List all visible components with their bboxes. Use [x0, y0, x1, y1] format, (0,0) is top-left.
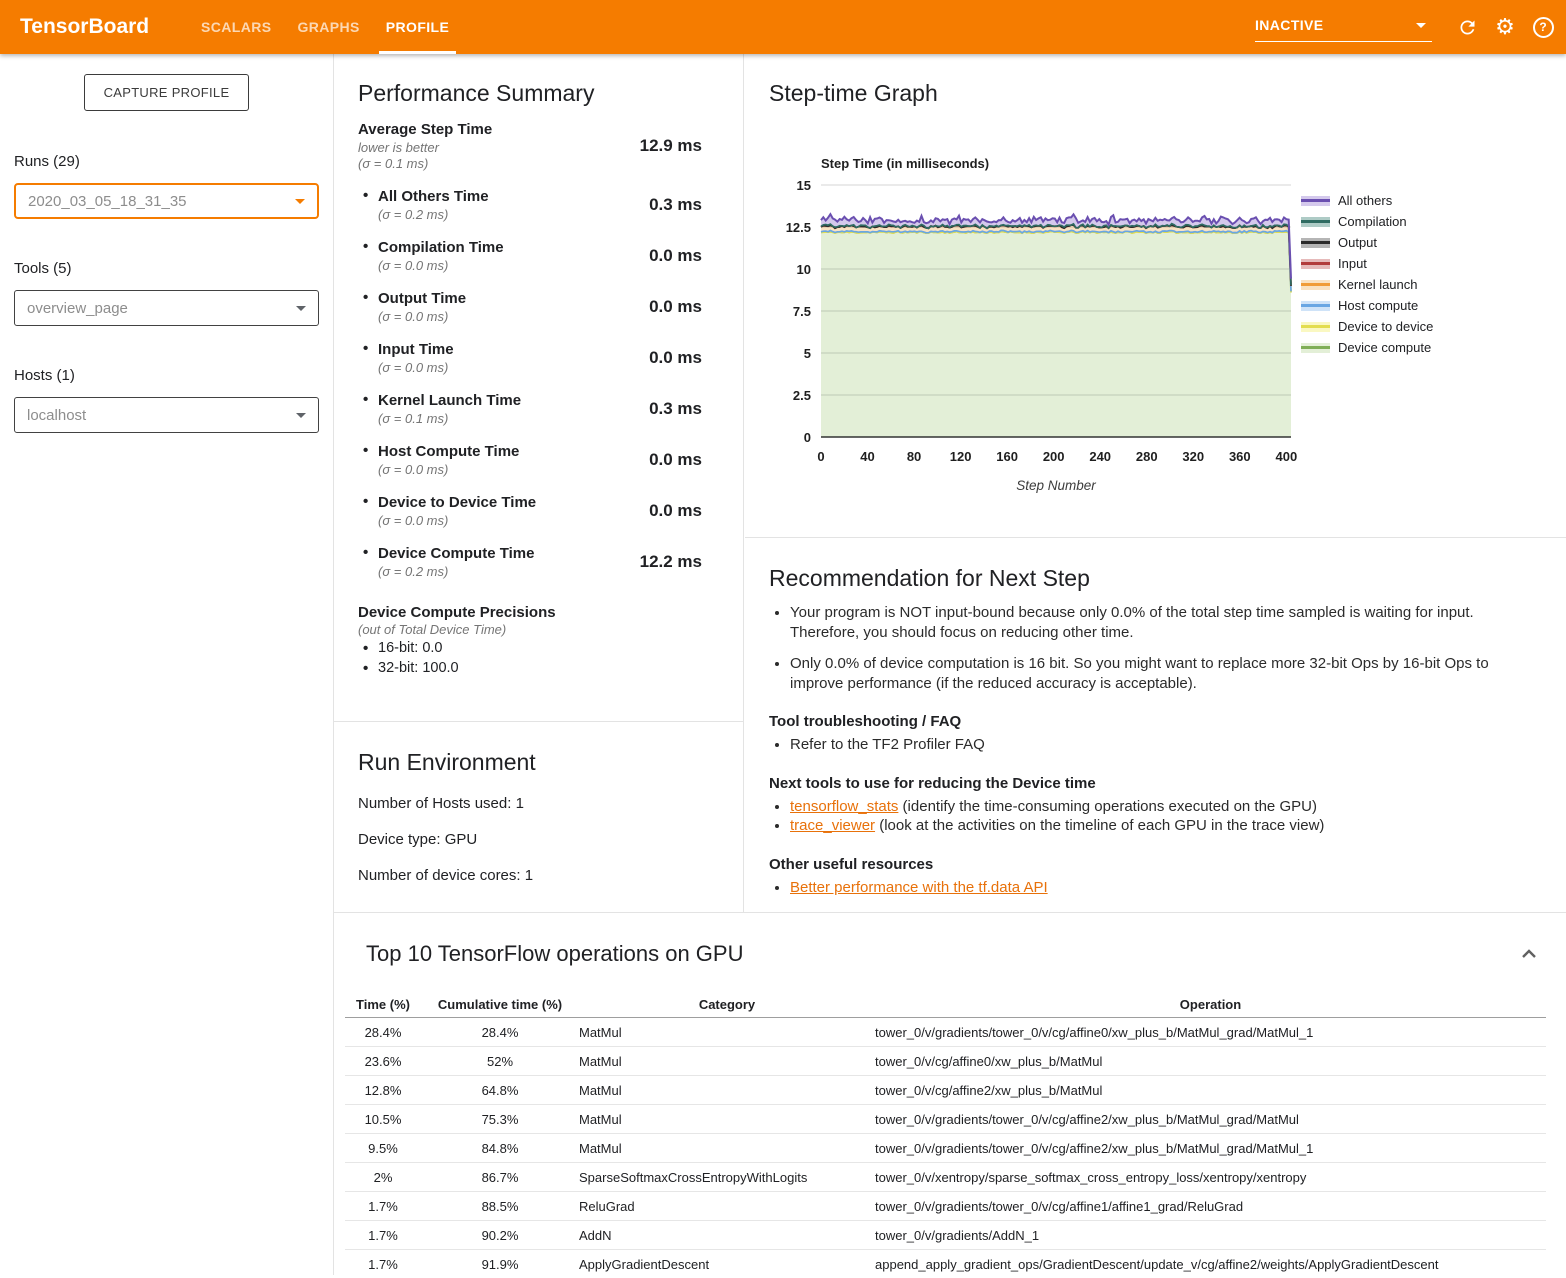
run-env-line: Number of device cores: 1: [358, 866, 743, 885]
subsection-title: Tool troubleshooting / FAQ: [769, 712, 1532, 731]
legend-swatch: [1301, 280, 1330, 290]
svg-text:160: 160: [996, 449, 1018, 464]
svg-text:400: 400: [1275, 449, 1297, 464]
chart-legend: [1301, 190, 1433, 358]
recommendation-title: Recommendation for Next Step: [769, 563, 1532, 593]
legend-label: Kernel launch: [1338, 277, 1418, 292]
runs-select[interactable]: [14, 183, 319, 219]
column-header: Operation: [875, 991, 1546, 1018]
left-column: [334, 54, 744, 912]
table-row: 1.7% 90.2% AddN tower_0/v/gradients/AddN_1: [345, 1221, 1546, 1250]
metric-label: Average Step Time: [358, 120, 492, 139]
subsection-title: Next tools to use for reducing the Device time: [769, 774, 1532, 793]
tab-profile[interactable]: PROFILE: [373, 0, 462, 54]
group-label: Runs (29): [14, 153, 319, 170]
app-title: TensorBoard: [20, 0, 149, 54]
settings-gear-icon[interactable]: ⚙: [1494, 16, 1516, 38]
metric-row: • Device Compute Time (σ = 0.2 ms) 12.2 ms: [358, 544, 743, 579]
run-env-line: Number of Hosts used: 1: [358, 794, 743, 813]
device-compute-precisions: [358, 603, 743, 678]
svg-text:5: 5: [804, 346, 811, 361]
help-icon[interactable]: [1532, 16, 1554, 38]
table-row: 9.5% 84.8% MatMul tower_0/v/gradients/tower_0/v/cg/affine2/xw_plus_b/MatMul_grad/MatMul_1: [345, 1134, 1546, 1163]
legend-item-kernel-launch: [1301, 274, 1433, 295]
run-env-line: Device type: GPU: [358, 830, 743, 849]
nav-tabs: [188, 0, 462, 54]
table-row: 23.6% 52% MatMul tower_0/v/cg/affine0/xw_plus_b/MatMul: [345, 1047, 1546, 1076]
help-question-glyph: ?: [1533, 17, 1554, 38]
svg-text:2.5: 2.5: [793, 388, 811, 403]
recommendation-bullet: • Only 0.0% of device computation is 16 bit. So you might want to replace more 32-bit Ops by 16-bit Ops to improve performance (if the reduced accuracy is acceptable).: [790, 654, 1532, 693]
svg-text:80: 80: [907, 449, 921, 464]
subsection-item: • tensorflow_stats (identify the time-consuming operations executed on the GPU): [790, 797, 1532, 817]
legend-swatch: [1301, 217, 1330, 227]
subsection-item: • trace_viewer (look at the activities on the timeline of each GPU in the trace view): [790, 816, 1532, 836]
legend-label: Input: [1338, 256, 1367, 271]
legend-swatch: [1301, 343, 1330, 353]
legend-item-device-compute: [1301, 337, 1433, 358]
capture-profile-button[interactable]: CAPTURE PROFILE: [84, 74, 249, 111]
metric-sigma: (σ = 0.1 ms): [358, 156, 492, 171]
legend-label: Device to device: [1338, 319, 1433, 334]
metric-note: lower is better: [358, 140, 492, 155]
chevron-down-icon: [296, 306, 306, 311]
legend-label: Device compute: [1338, 340, 1431, 355]
legend-item-all-others: [1301, 190, 1433, 211]
legend-swatch: [1301, 259, 1330, 269]
status-dropdown[interactable]: [1255, 12, 1432, 42]
tab-scalars[interactable]: SCALARS: [188, 0, 284, 54]
right-column: [745, 54, 1566, 897]
chevron-down-icon: [296, 413, 306, 418]
legend-label: All others: [1338, 193, 1392, 208]
svg-text:0: 0: [817, 449, 824, 464]
refresh-icon[interactable]: [1456, 16, 1478, 38]
metric-row: • Compilation Time (σ = 0.0 ms) 0.0 ms: [358, 238, 743, 273]
subsection-item: [790, 878, 1532, 898]
app-bar-controls: [1255, 0, 1554, 54]
performance-summary-title: Performance Summary: [358, 78, 743, 108]
subsection-title: Other useful resources: [769, 855, 1532, 874]
legend-item-compilation: [1301, 211, 1433, 232]
table-row: 28.4% 28.4% MatMul tower_0/v/gradients/tower_0/v/cg/affine0/xw_plus_b/MatMul_grad/MatMul_1: [345, 1018, 1546, 1047]
recommendation-bullet: • Your program is NOT input-bound because only 0.0% of the total step time sampled is waiting for input. Therefore, you should focus on reducing other time.: [790, 603, 1532, 642]
svg-text:12.5: 12.5: [786, 220, 811, 235]
table-row: 10.5% 75.3% MatMul tower_0/v/gradients/tower_0/v/cg/affine2/xw_plus_b/MatMul_grad/MatMul: [345, 1105, 1546, 1134]
svg-text:240: 240: [1089, 449, 1111, 464]
svg-text:280: 280: [1136, 449, 1158, 464]
step-time-chart: [745, 150, 1566, 500]
run-environment-title: Run Environment: [358, 747, 743, 777]
table-row: 1.7% 88.5% ReluGrad tower_0/v/gradients/tower_0/v/cg/affine1/affine1_grad/ReluGrad: [345, 1192, 1546, 1221]
selected-value: localhost: [27, 407, 86, 424]
sidebar: [0, 54, 334, 1275]
chevron-down-icon: [295, 199, 305, 204]
table-row: 1.7% 91.9% ApplyGradientDescent append_apply_gradient_ops/GradientDescent/update_v/cg/affine2/weights/ApplyGradientDescent: [345, 1250, 1546, 1278]
selected-value: overview_page: [27, 300, 128, 317]
group-label: Tools (5): [14, 260, 319, 277]
svg-text:40: 40: [860, 449, 874, 464]
legend-label: Compilation: [1338, 214, 1407, 229]
step-time-graph-section: [745, 54, 1566, 538]
metric-row: • All Others Time (σ = 0.2 ms) 0.3 ms: [358, 187, 743, 222]
svg-text:7.5: 7.5: [793, 304, 811, 319]
link-trace-viewer[interactable]: trace_viewer: [790, 817, 875, 834]
top10-section: [334, 912, 1566, 1275]
legend-item-input: [1301, 253, 1433, 274]
svg-text:200: 200: [1043, 449, 1065, 464]
svg-text:320: 320: [1182, 449, 1204, 464]
group-label: Hosts (1): [14, 367, 319, 384]
column-header: Cumulative time (%): [421, 991, 579, 1018]
chevron-down-icon: [1416, 23, 1426, 28]
precision-item: 32-bit: 100.0 •: [358, 658, 743, 678]
svg-text:360: 360: [1229, 449, 1251, 464]
legend-label: Host compute: [1338, 298, 1418, 313]
metric-row: • Input Time (σ = 0.0 ms) 0.0 ms: [358, 340, 743, 375]
app-bar: [0, 0, 1566, 54]
legend-swatch: [1301, 322, 1330, 332]
metric-row: • Kernel Launch Time (σ = 0.1 ms) 0.3 ms: [358, 391, 743, 426]
svg-text:Step Time (in milliseconds): Step Time (in milliseconds): [821, 156, 989, 171]
table-row: 12.8% 64.8% MatMul tower_0/v/cg/affine2/xw_plus_b/MatMul: [345, 1076, 1546, 1105]
legend-label: Output: [1338, 235, 1377, 250]
svg-text:Step Number: Step Number: [1016, 478, 1096, 493]
subsection-item: • Refer to the TF2 Profiler FAQ: [790, 735, 1532, 755]
recommendation-section: [745, 538, 1566, 897]
link-tensorflow-stats[interactable]: tensorflow_stats: [790, 798, 898, 815]
legend-item-device-to-device: [1301, 316, 1433, 337]
svg-text:120: 120: [950, 449, 972, 464]
column-header: Time (%): [345, 991, 421, 1018]
legend-swatch: [1301, 238, 1330, 248]
top10-table: [345, 991, 1546, 1278]
legend-item-host-compute: [1301, 295, 1433, 316]
metric-row: • Host Compute Time (σ = 0.0 ms) 0.0 ms: [358, 442, 743, 477]
legend-swatch: [1301, 301, 1330, 311]
column-header: Category: [579, 991, 875, 1018]
run-environment-section: [334, 722, 743, 885]
metric-row: • Device to Device Time (σ = 0.0 ms) 0.0 ms: [358, 493, 743, 528]
performance-summary-section: [334, 54, 743, 722]
average-step-time-metric: [358, 120, 743, 171]
selected-value: 2020_03_05_18_31_35: [28, 193, 187, 210]
top10-title: Top 10 TensorFlow operations on GPU: [366, 939, 1566, 969]
tab-graphs[interactable]: GRAPHS: [284, 0, 372, 54]
svg-text:0: 0: [804, 430, 811, 445]
collapse-chevron-up-icon[interactable]: [1520, 947, 1538, 961]
hosts-select[interactable]: [14, 397, 319, 433]
step-time-graph-title: Step-time Graph: [769, 78, 1566, 108]
legend-item-output: [1301, 232, 1433, 253]
status-label: INACTIVE: [1255, 17, 1324, 33]
precision-item: 16-bit: 0.0 •: [358, 638, 743, 658]
tools-select[interactable]: [14, 290, 319, 326]
table-row: 2% 86.7% SparseSoftmaxCrossEntropyWithLogits tower_0/v/xentropy/sparse_softmax_cross_entropy_loss/xentropy/xentropy: [345, 1163, 1546, 1192]
precisions-note: (out of Total Device Time): [358, 622, 743, 638]
metric-value: 12.9 ms: [640, 136, 702, 156]
svg-text:15: 15: [797, 178, 811, 193]
legend-swatch: [1301, 196, 1330, 206]
precisions-title: Device Compute Precisions: [358, 603, 743, 622]
svg-text:10: 10: [797, 262, 811, 277]
metric-row: • Output Time (σ = 0.0 ms) 0.0 ms: [358, 289, 743, 324]
link-better-performance-with-the-tf-data-api[interactable]: Better performance with the tf.data API: [790, 879, 1048, 896]
